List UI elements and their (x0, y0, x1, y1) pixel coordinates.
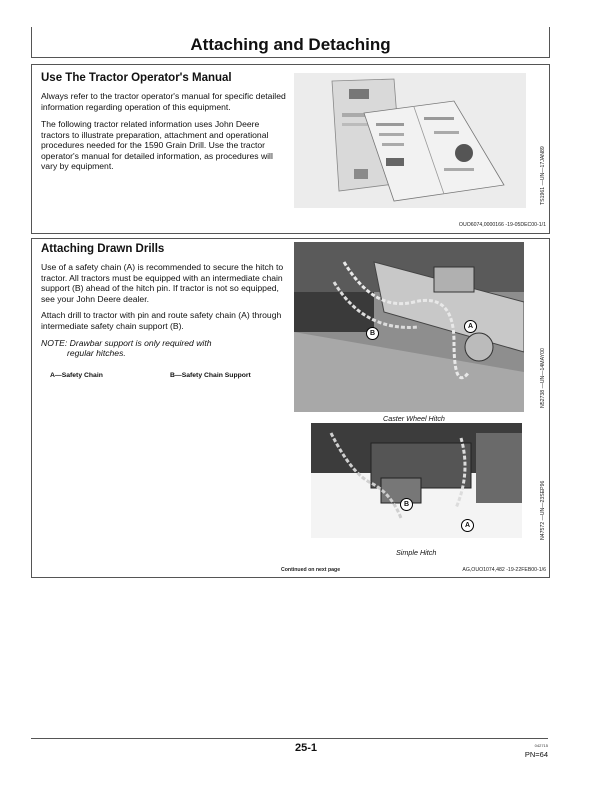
section2-heading: Attaching Drawn Drills (41, 243, 165, 255)
section2-doc-ref: AG,OUO1074,482 -19-22FEB00-1/6 (462, 567, 546, 573)
callout-a-simple (461, 519, 474, 532)
section1-para2: The following tractor related information uses John Deere tractors to illustrate preparation, attachment and operational procedures needed for the 1590 Grain Drill. Use the tractor operator's manual for detailed information, as procedures will vary by equipment. (41, 119, 273, 172)
section1-para1: Always refer to the tractor operator's manual for specific detailed information regarding operation of this equipment. (41, 91, 286, 112)
section1-heading: Use The Tractor Operator's Manual (41, 72, 232, 84)
callout-a-caster (464, 320, 477, 333)
note-line1: NOTE: Drawbar support is only required with (41, 338, 212, 348)
callout-a-label-2: A (464, 522, 471, 529)
legend-chain-support: B—Safety Chain Support (170, 372, 251, 379)
caption-simple-hitch: Simple Hitch (396, 548, 437, 557)
section2-para2: Attach drill to tractor with pin and route safety chain (A) through intermediate safety chain support (B). (41, 310, 282, 331)
footer-code: 042715 (534, 743, 548, 748)
callout-b-simple (400, 498, 413, 511)
legend-safety-chain: A—Safety Chain (50, 372, 103, 379)
image-ref-n47572: N47572 —UN—23SEP96 (540, 480, 546, 540)
callout-b-label-2: B (403, 501, 410, 508)
image-ref-n52738: N52738 —UN—14MAY00 (540, 348, 546, 408)
caster-wheel-hitch-photo (294, 242, 524, 412)
callout-b-caster (366, 327, 379, 340)
pn-label: PN=64 (524, 750, 548, 759)
callout-a-label: A (467, 323, 474, 330)
operator-manual-photo (294, 73, 526, 208)
callout-b-label: B (369, 330, 376, 337)
simple-hitch-photo (311, 423, 522, 538)
section1-doc-ref: OUO6074,0000166 -19-05DEC00-1/1 (458, 222, 546, 228)
caption-caster-wheel-hitch: Caster Wheel Hitch (383, 414, 445, 423)
footer-rule (31, 738, 548, 739)
title-box (31, 27, 550, 58)
continued-note: Continued on next page (281, 567, 341, 573)
image-ref-ts1961: TS1961 —UN—17JAN89 (540, 146, 546, 205)
page-title: Attaching and Detaching (190, 35, 391, 54)
page-number: 25-1 (294, 742, 318, 754)
section2-para1: Use of a safety chain (A) is recommended to secure the hitch to tractor. All tractors must be equipped with an intermediate chain support (B) ahead of the hitch pin. If tractor is not so equipped, see your John Deere dealer. (41, 262, 284, 304)
note-line2: regular hitches. (67, 348, 126, 358)
